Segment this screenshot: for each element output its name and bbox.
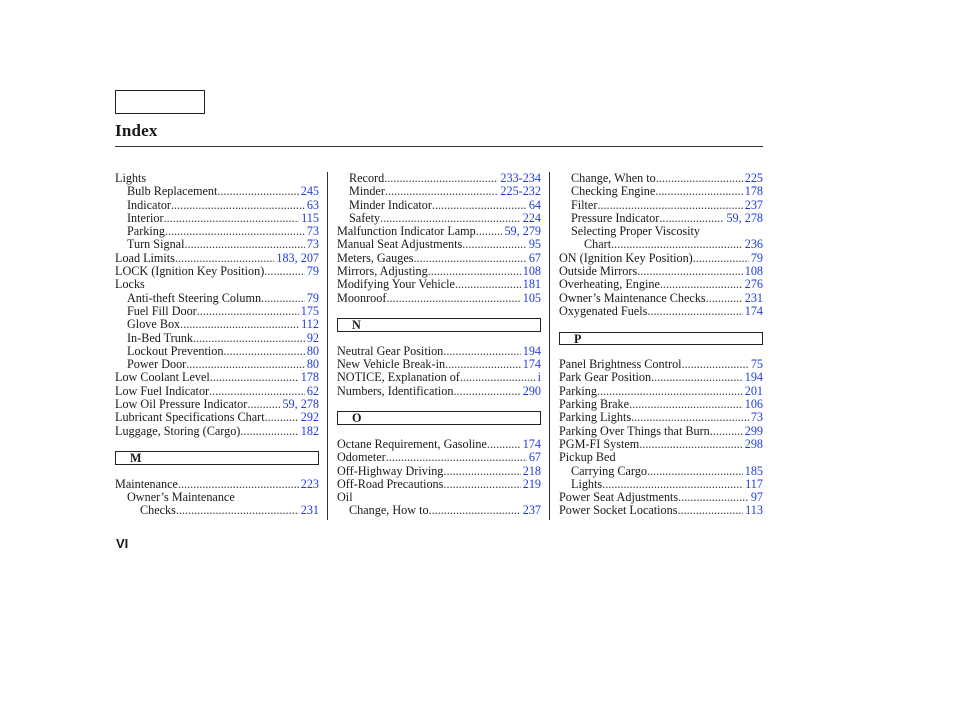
page-reference-link[interactable]: 237: [744, 197, 763, 212]
page-reference-link[interactable]: 174: [522, 357, 541, 372]
index-entry: [337, 225, 541, 238]
dot-leader: [443, 345, 520, 358]
index-entry: [115, 411, 319, 424]
index-entry: [559, 504, 763, 517]
index-entry: [337, 371, 541, 384]
entry-label: Chart: [584, 237, 612, 252]
page-reference-link[interactable]: 73: [306, 237, 319, 252]
dot-leader: [637, 265, 743, 278]
page-reference-link[interactable]: 219: [522, 476, 541, 491]
index-entry: [115, 478, 319, 491]
page-reference-link[interactable]: 79: [750, 250, 763, 265]
dot-leader: [487, 438, 521, 451]
entry-label: Carrying Cargo: [571, 463, 647, 478]
dot-leader: [443, 465, 520, 478]
entry-label: Maintenance: [115, 476, 178, 491]
index-entry: [559, 305, 763, 318]
page-reference-link[interactable]: 237: [522, 503, 541, 518]
dot-leader: [429, 504, 521, 517]
index-entry: [115, 278, 319, 291]
dot-leader: [175, 252, 274, 265]
entry-label: PGM-FI System: [559, 436, 640, 451]
nav-box[interactable]: [115, 90, 205, 114]
entry-label: Off-Road Precautions: [337, 476, 444, 491]
page-reference-link[interactable]: 112: [301, 317, 319, 332]
index-entry: [559, 411, 763, 424]
section-header: P: [559, 332, 763, 345]
page-reference-link[interactable]: 67: [528, 250, 541, 265]
index-entry: [559, 238, 763, 251]
dot-leader: [651, 371, 743, 384]
entry-label: Fuel Fill Door: [127, 303, 197, 318]
dot-leader: [386, 292, 520, 305]
spacer: [337, 332, 541, 345]
entry-label: Moonroof: [337, 290, 387, 305]
dot-leader: [414, 252, 527, 265]
page-reference-link[interactable]: 59, 278: [282, 397, 319, 412]
index-entry: [337, 199, 541, 212]
page-reference-link[interactable]: 59, 279: [504, 224, 541, 239]
page-reference-link[interactable]: 92: [306, 330, 319, 345]
entry-label: NOTICE, Explanation of: [337, 370, 460, 385]
entry-label: Outside Mirrors: [559, 264, 638, 279]
entry-label: Overheating, Engine: [559, 277, 660, 292]
entry-label: Oil: [337, 490, 353, 505]
page-reference-link[interactable]: 106: [744, 397, 763, 412]
entry-label: Owner’s Maintenance Checks: [559, 290, 706, 305]
column-divider: [327, 172, 328, 520]
page-reference-link[interactable]: 175: [300, 303, 319, 318]
dot-leader: [597, 385, 743, 398]
index-entry: [115, 398, 319, 411]
entry-label: Load Limits: [115, 250, 175, 265]
index-entry: [559, 212, 763, 225]
dot-leader: [197, 305, 299, 318]
page-reference-link[interactable]: 218: [522, 463, 541, 478]
page-reference-link[interactable]: 225-232: [500, 184, 541, 199]
index-entry: [559, 451, 763, 464]
page-reference-link[interactable]: 64: [528, 197, 541, 212]
spacer: [559, 318, 763, 331]
index-entry: [115, 252, 319, 265]
dot-leader: [682, 358, 749, 371]
page-reference-link[interactable]: 231: [300, 503, 319, 518]
dot-leader: [165, 225, 305, 238]
entry-label: Oxygenated Fuels: [559, 303, 648, 318]
entry-label: Minder Indicator: [349, 197, 432, 212]
dot-leader: [265, 411, 299, 424]
dot-leader: [629, 398, 743, 411]
page-reference-link[interactable]: 174: [744, 303, 763, 318]
page-reference-link[interactable]: 276: [744, 277, 763, 292]
entry-label: Off-Highway Driving: [337, 463, 444, 478]
page-reference-link[interactable]: 245: [300, 184, 319, 199]
index-entry: [115, 199, 319, 212]
entry-label: In-Bed Trunk: [127, 330, 194, 345]
entry-label: Anti-theft Steering Column: [127, 290, 262, 305]
entry-label: Lights: [571, 476, 603, 491]
index-entry: [115, 238, 319, 251]
page-reference-link[interactable]: 290: [522, 383, 541, 398]
entry-label: Locks: [115, 277, 145, 292]
index-entry: [115, 491, 319, 504]
index-entry: [559, 278, 763, 291]
dot-leader: [453, 385, 520, 398]
dot-leader: [386, 451, 527, 464]
dot-leader: [217, 185, 298, 198]
index-entry: [337, 345, 541, 358]
title-rule: [115, 146, 763, 147]
entry-label: Luggage, Storing (Cargo): [115, 423, 241, 438]
index-entry: [559, 185, 763, 198]
entry-label: Selecting Proper Viscosity: [571, 224, 701, 239]
index-entry: [337, 438, 541, 451]
page-reference-link[interactable]: 113: [745, 503, 763, 518]
index-entry: [337, 504, 541, 517]
page-number: VI: [116, 536, 129, 551]
dot-leader: [656, 172, 743, 185]
page-reference-link[interactable]: 95: [528, 237, 541, 252]
dot-leader: [460, 371, 536, 384]
entry-label: Bulb Replacement: [127, 184, 218, 199]
dot-leader: [193, 332, 305, 345]
page-reference-link[interactable]: 183, 207: [276, 250, 319, 265]
entry-label: Parking Lights: [559, 410, 632, 425]
entry-label: Parking: [559, 383, 597, 398]
page-reference-link[interactable]: 298: [744, 436, 763, 451]
page-reference-link[interactable]: 73: [750, 410, 763, 425]
index-entry: [337, 265, 541, 278]
entry-label: Record: [349, 171, 385, 185]
page-reference-link[interactable]: 224: [522, 210, 541, 225]
index-entry: [115, 305, 319, 318]
spacer: [337, 398, 541, 411]
page-reference-link[interactable]: 292: [300, 410, 319, 425]
dot-leader: [611, 238, 743, 251]
entry-label: Turn Signal: [127, 237, 185, 252]
index-entry: [559, 425, 763, 438]
entry-label: Interior: [127, 210, 164, 225]
entry-label: Lubricant Specifications Chart: [115, 410, 265, 425]
dot-leader: [647, 305, 742, 318]
page-reference-link[interactable]: 79: [306, 290, 319, 305]
spacer: [115, 438, 319, 451]
page-reference-link[interactable]: 174: [522, 436, 541, 451]
page-reference-link[interactable]: 194: [522, 343, 541, 358]
entry-label: Indicator: [127, 197, 171, 212]
entry-label: Modifying Your Vehicle: [337, 277, 455, 292]
entry-label: Low Coolant Level: [115, 370, 210, 385]
page-reference-link[interactable]: 233-234: [500, 171, 541, 185]
index-entry: [115, 504, 319, 517]
entry-label: Lockout Prevention: [127, 343, 224, 358]
index-entry: [337, 451, 541, 464]
index-entry: [559, 478, 763, 491]
entry-label: Filter: [571, 197, 598, 212]
dot-leader: [171, 199, 305, 212]
index-entry: [115, 172, 319, 185]
page-reference-link[interactable]: 73: [306, 224, 319, 239]
dot-leader: [264, 265, 305, 278]
entry-label: Mirrors, Adjusting: [337, 264, 428, 279]
entry-label: Pickup Bed: [559, 450, 616, 465]
index-column-2: [337, 172, 541, 518]
entry-label: Change, How to: [349, 503, 429, 518]
index-entry: [337, 212, 541, 225]
page-reference-link[interactable]: 225: [744, 171, 763, 185]
page-reference-link[interactable]: 299: [744, 423, 763, 438]
page-reference-link[interactable]: 108: [744, 264, 763, 279]
index-entry: [115, 225, 319, 238]
dot-leader: [678, 491, 749, 504]
dot-leader: [455, 278, 521, 291]
dot-leader: [184, 238, 304, 251]
index-entry: [559, 465, 763, 478]
dot-leader: [210, 371, 299, 384]
index-entry: [559, 199, 763, 212]
dot-leader: [660, 278, 743, 291]
dot-leader: [428, 265, 521, 278]
dot-leader: [164, 212, 300, 225]
page-title: Index: [115, 121, 158, 140]
index-entry: [559, 491, 763, 504]
index-entry: [337, 238, 541, 251]
entry-label: Pressure Indicator: [571, 210, 660, 225]
dot-leader: [209, 385, 305, 398]
dot-leader: [432, 199, 527, 212]
index-entry: [337, 358, 541, 371]
entry-label: Parking Over Things that Burn: [559, 423, 710, 438]
dot-leader: [176, 504, 299, 517]
index-entry: [337, 385, 541, 398]
index-entry: [115, 292, 319, 305]
index-entry: [115, 265, 319, 278]
dot-leader: [647, 465, 743, 478]
entry-label: Power Socket Locations: [559, 503, 678, 518]
page-reference-link[interactable]: 63: [306, 197, 319, 212]
page-reference-link[interactable]: 62: [306, 383, 319, 398]
dot-leader: [178, 478, 299, 491]
index-entry: [559, 225, 763, 238]
index-column-3: [559, 172, 763, 518]
entry-label: Odometer: [337, 450, 386, 465]
entry-label: Owner’s Maintenance: [127, 490, 235, 505]
dot-leader: [597, 199, 742, 212]
entry-label: ON (Ignition Key Position): [559, 250, 693, 265]
entry-label: Park Gear Position: [559, 370, 652, 385]
dot-leader: [677, 504, 743, 517]
page-reference-link[interactable]: 80: [306, 343, 319, 358]
page-reference-link[interactable]: 182: [300, 423, 319, 438]
index-entry: [559, 398, 763, 411]
page-reference-link[interactable]: 181: [522, 277, 541, 292]
index-entry: [115, 358, 319, 371]
entry-label: Minder: [349, 184, 385, 199]
dot-leader: [445, 358, 521, 371]
index-entry: [337, 278, 541, 291]
dot-leader: [693, 252, 749, 265]
dot-leader: [462, 238, 527, 251]
index-entry: [559, 252, 763, 265]
spacer: [559, 345, 763, 358]
entry-label: Octane Requirement, Gasoline: [337, 436, 487, 451]
dot-leader: [443, 478, 520, 491]
index-entry: [115, 385, 319, 398]
entry-label: Parking: [127, 224, 165, 239]
spacer: [337, 305, 541, 318]
dot-leader: [602, 478, 743, 491]
entry-label: Low Fuel Indicator: [115, 383, 210, 398]
page-reference-link[interactable]: 105: [522, 290, 541, 305]
dot-leader: [223, 345, 304, 358]
dot-leader: [639, 438, 742, 451]
page-reference-link[interactable]: 178: [300, 370, 319, 385]
page-reference-link[interactable]: 108: [522, 264, 541, 279]
entry-label: Parking Brake: [559, 397, 630, 412]
dot-leader: [706, 292, 743, 305]
entry-label: Glove Box: [127, 317, 181, 332]
entry-label: Numbers, Identification: [337, 383, 454, 398]
entry-label: Malfunction Indicator Lamp: [337, 224, 476, 239]
entry-label: Low Oil Pressure Indicator: [115, 397, 248, 412]
entry-label: Change, When to: [571, 171, 656, 185]
index-entry: [559, 438, 763, 451]
index-entry: [115, 332, 319, 345]
entry-label: Power Seat Adjustments: [559, 490, 679, 505]
index-entry: [337, 491, 541, 504]
index-entry: [337, 185, 541, 198]
index-entry: [559, 371, 763, 384]
index-entry: [559, 385, 763, 398]
spacer: [337, 425, 541, 438]
entry-label: Panel Brightness Control: [559, 357, 682, 372]
entry-label: Manual Seat Adjustments: [337, 237, 463, 252]
index-entry: [115, 425, 319, 438]
page-reference-link[interactable]: 178: [744, 184, 763, 199]
entry-label: Power Door: [127, 357, 187, 372]
page-reference-link[interactable]: 80: [306, 357, 319, 372]
index-entry: [559, 265, 763, 278]
page-reference-link[interactable]: 194: [744, 370, 763, 385]
page-reference-link[interactable]: 201: [744, 383, 763, 398]
dot-leader: [247, 398, 280, 411]
dot-leader: [380, 212, 521, 225]
entry-label: Meters, Gauges: [337, 250, 414, 265]
dot-leader: [240, 425, 298, 438]
index-entry: [559, 358, 763, 371]
entry-label: New Vehicle Break-in: [337, 357, 446, 372]
entry-label: Checking Engine: [571, 184, 656, 199]
dot-leader: [384, 172, 498, 185]
page-reference-link[interactable]: 59, 278: [726, 210, 763, 225]
dot-leader: [180, 318, 299, 331]
index-entry: [559, 292, 763, 305]
index-entry: [337, 292, 541, 305]
section-header: M: [115, 451, 319, 464]
index-entry: [337, 252, 541, 265]
index-entry: [337, 465, 541, 478]
page-reference-link[interactable]: 185: [744, 463, 763, 478]
index-entry: [115, 371, 319, 384]
index-entry: [337, 172, 541, 185]
dot-leader: [186, 358, 305, 371]
dot-leader: [655, 185, 742, 198]
column-divider: [549, 172, 550, 520]
page-reference-link[interactable]: 97: [750, 490, 763, 505]
index-entry: [115, 345, 319, 358]
entry-label: Checks: [140, 503, 176, 518]
spacer: [115, 465, 319, 478]
page-reference-link[interactable]: 236: [744, 237, 763, 252]
page-reference-link[interactable]: i: [537, 370, 541, 385]
entry-label: LOCK (Ignition Key Position): [115, 264, 265, 279]
page-reference-link[interactable]: 117: [745, 476, 763, 491]
page-reference-link[interactable]: 115: [301, 210, 319, 225]
dot-leader: [385, 185, 498, 198]
index-entry: [115, 212, 319, 225]
index-entry: [559, 172, 763, 185]
section-header: N: [337, 318, 541, 331]
entry-label: Safety: [349, 210, 381, 225]
dot-leader: [659, 212, 724, 225]
index-entry: [337, 478, 541, 491]
entry-label: Neutral Gear Position: [337, 343, 444, 358]
page-reference-link[interactable]: 231: [744, 290, 763, 305]
entry-label: Lights: [115, 171, 147, 185]
dot-leader: [631, 411, 749, 424]
page-reference-link[interactable]: 75: [750, 357, 763, 372]
page-reference-link[interactable]: 79: [306, 264, 319, 279]
index-entry: [115, 185, 319, 198]
index-column-1: [115, 172, 319, 518]
section-header: O: [337, 411, 541, 424]
page-reference-link[interactable]: 67: [528, 450, 541, 465]
page-reference-link[interactable]: 223: [300, 476, 319, 491]
dot-leader: [261, 292, 305, 305]
dot-leader: [476, 225, 503, 238]
index-entry: [115, 318, 319, 331]
dot-leader: [710, 425, 743, 438]
